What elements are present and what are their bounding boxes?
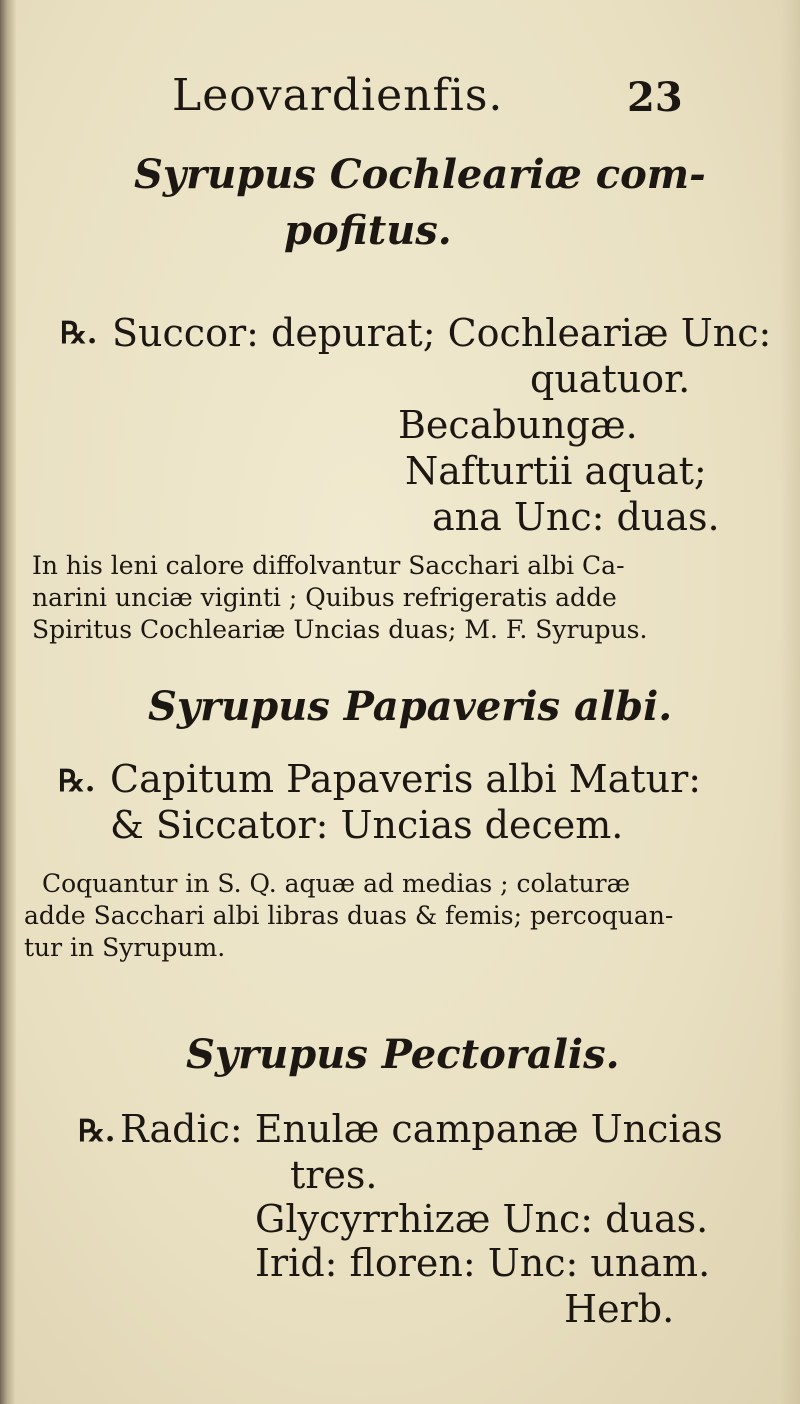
recipe-symbol: ℞. bbox=[58, 764, 96, 799]
instruction-line: Spiritus Cochleariæ Uncias duas; M. F. Syrupus. bbox=[32, 615, 648, 644]
ingredient-line: Radic: Enulæ campanæ Uncias bbox=[120, 1107, 723, 1151]
instruction-line: Coquantur in S. Q. aquæ ad medias ; colaturæ bbox=[42, 869, 631, 898]
ingredient-line: tres. bbox=[290, 1153, 378, 1197]
recipe1-title-line2: pofitus. bbox=[284, 207, 452, 254]
ingredient-line: Irid: floren: Unc: unam. bbox=[255, 1241, 711, 1285]
instruction-line: tur in Syrupum. bbox=[24, 933, 226, 962]
recipe3-title: Syrupus Pectoralis. bbox=[186, 1031, 620, 1078]
instruction-line: adde Sacchari albi libras duas & femis; percoquan- bbox=[24, 901, 674, 930]
ingredient-line: Becabungæ. bbox=[398, 403, 638, 447]
ingredient-line: Succor: depurat; Cochleariæ Unc: bbox=[112, 311, 772, 355]
ingredient-line: ana Unc: duas. bbox=[432, 495, 720, 539]
recipe-symbol: ℞. bbox=[60, 316, 98, 351]
page-edge-shadow bbox=[780, 0, 800, 1404]
page-header bbox=[172, 70, 692, 140]
instruction-line: In his leni calore diffolvantur Sacchari albi Ca- bbox=[32, 551, 625, 580]
ingredient-line: Nafturtii aquat; bbox=[405, 449, 707, 493]
recipe1-title-line1: Syrupus Cochleariæ com- bbox=[134, 151, 706, 198]
ingredient-line: & Siccator: Uncias decem. bbox=[110, 803, 624, 847]
recipe-symbol: ℞. bbox=[78, 1114, 116, 1149]
ingredient-line: Glycyrrhizæ Unc: duas. bbox=[255, 1197, 709, 1241]
recipe2-title: Syrupus Papaveris albi. bbox=[148, 683, 673, 730]
ingredient-line: Capitum Papaveris albi Matur: bbox=[110, 757, 702, 801]
book-gutter bbox=[0, 0, 16, 1404]
ingredient-line: Herb. bbox=[564, 1287, 675, 1331]
ingredient-line: quatuor. bbox=[530, 357, 691, 401]
page-number: 23 bbox=[627, 74, 683, 121]
running-head: Leovardienfis. bbox=[172, 70, 504, 121]
instruction-line: narini unciæ viginti ; Quibus refrigeratis adde bbox=[32, 583, 617, 612]
